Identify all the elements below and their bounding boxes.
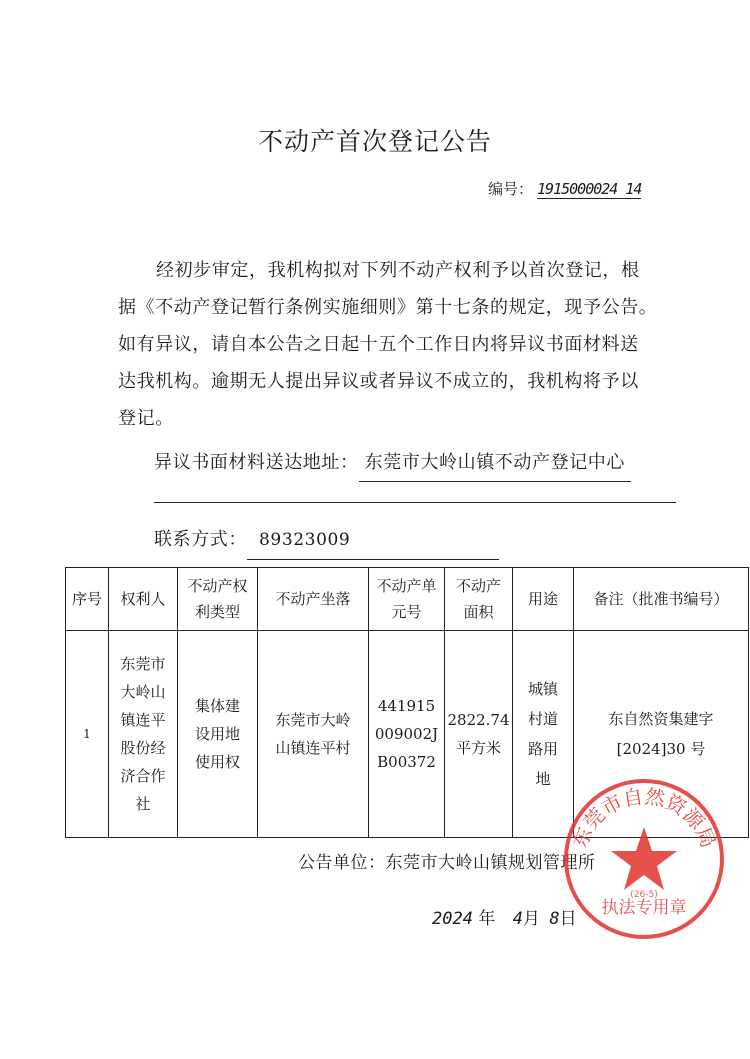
header-owner: 权利人	[109, 568, 178, 631]
cell-area: 2822.74 平方米	[445, 631, 513, 838]
cell-right-type: 集体建 设用地 使用权	[178, 631, 258, 838]
address-blank-line	[154, 502, 676, 503]
issuer-line: 公告单位：东莞市大岭山镇规划管理所	[298, 853, 596, 873]
seal-outer-text: 东莞市自然资源局	[567, 784, 721, 852]
serial-label: 编号：	[488, 180, 534, 198]
date-month: 4	[512, 909, 524, 929]
seal-inner-text: 执法专用章	[601, 898, 687, 918]
header-unit-no: 不动产单 元号	[369, 568, 445, 631]
table-header-row	[66, 568, 749, 631]
address-value: 东莞市大岭山镇不动产登记中心	[359, 444, 631, 482]
date-month-unit: 月	[523, 909, 541, 929]
address-line	[154, 444, 709, 482]
contact-line	[154, 521, 709, 560]
issue-date	[432, 904, 577, 929]
paragraph-line: 达我机构。逾期无人提出异议或者异议不成立的，我机构将予以	[118, 371, 639, 392]
cell-usage: 城镇 村道 路用 地	[513, 631, 574, 838]
notice-title: 不动产首次登记公告	[257, 127, 492, 156]
cell-unit-no: 441915 009002J B00372	[369, 631, 445, 838]
address-label: 异议书面材料送达地址：	[154, 452, 359, 473]
header-right-type: 不动产权 利类型	[178, 568, 258, 631]
official-seal-icon	[560, 775, 728, 943]
seal-code-text: (26-5)	[630, 890, 658, 900]
header-location: 不动产坐落	[258, 568, 369, 631]
date-day: 8	[549, 909, 560, 929]
serial-number	[488, 178, 641, 199]
date-day-unit: 日	[559, 909, 577, 929]
date-year: 2024	[432, 909, 473, 929]
notice-paragraph	[118, 252, 673, 437]
header-usage: 用途	[513, 568, 574, 631]
paragraph-line: 登记。	[118, 408, 174, 429]
header-index: 序号	[66, 568, 109, 631]
header-area: 不动产 面积	[445, 568, 513, 631]
paragraph-line: 如有异议，请自本公告之日起十五个工作日内将异议书面材料送	[118, 334, 639, 355]
cell-remark: 东自然资集建字 [2024]30 号	[574, 631, 749, 838]
paragraph-line: 经初步审定，我机构拟对下列不动产权利予以首次登记，根	[156, 260, 640, 281]
cell-index: 1	[66, 631, 109, 838]
header-remark: 备注（批准书编号）	[574, 568, 749, 631]
serial-value: 1915000024 14	[537, 180, 642, 198]
paragraph-line: 据《不动产登记暂行条例实施细则》第十七条的规定，现予公告。	[118, 297, 658, 318]
cell-location: 东莞市大岭 山镇连平村	[258, 631, 369, 838]
cell-owner: 东莞市 大岭山 镇连平 股份经 济合作 社	[109, 631, 178, 838]
date-year-unit: 年	[478, 909, 496, 929]
contact-label: 联系方式：	[154, 529, 247, 550]
contact-value: 89323009	[247, 522, 499, 560]
